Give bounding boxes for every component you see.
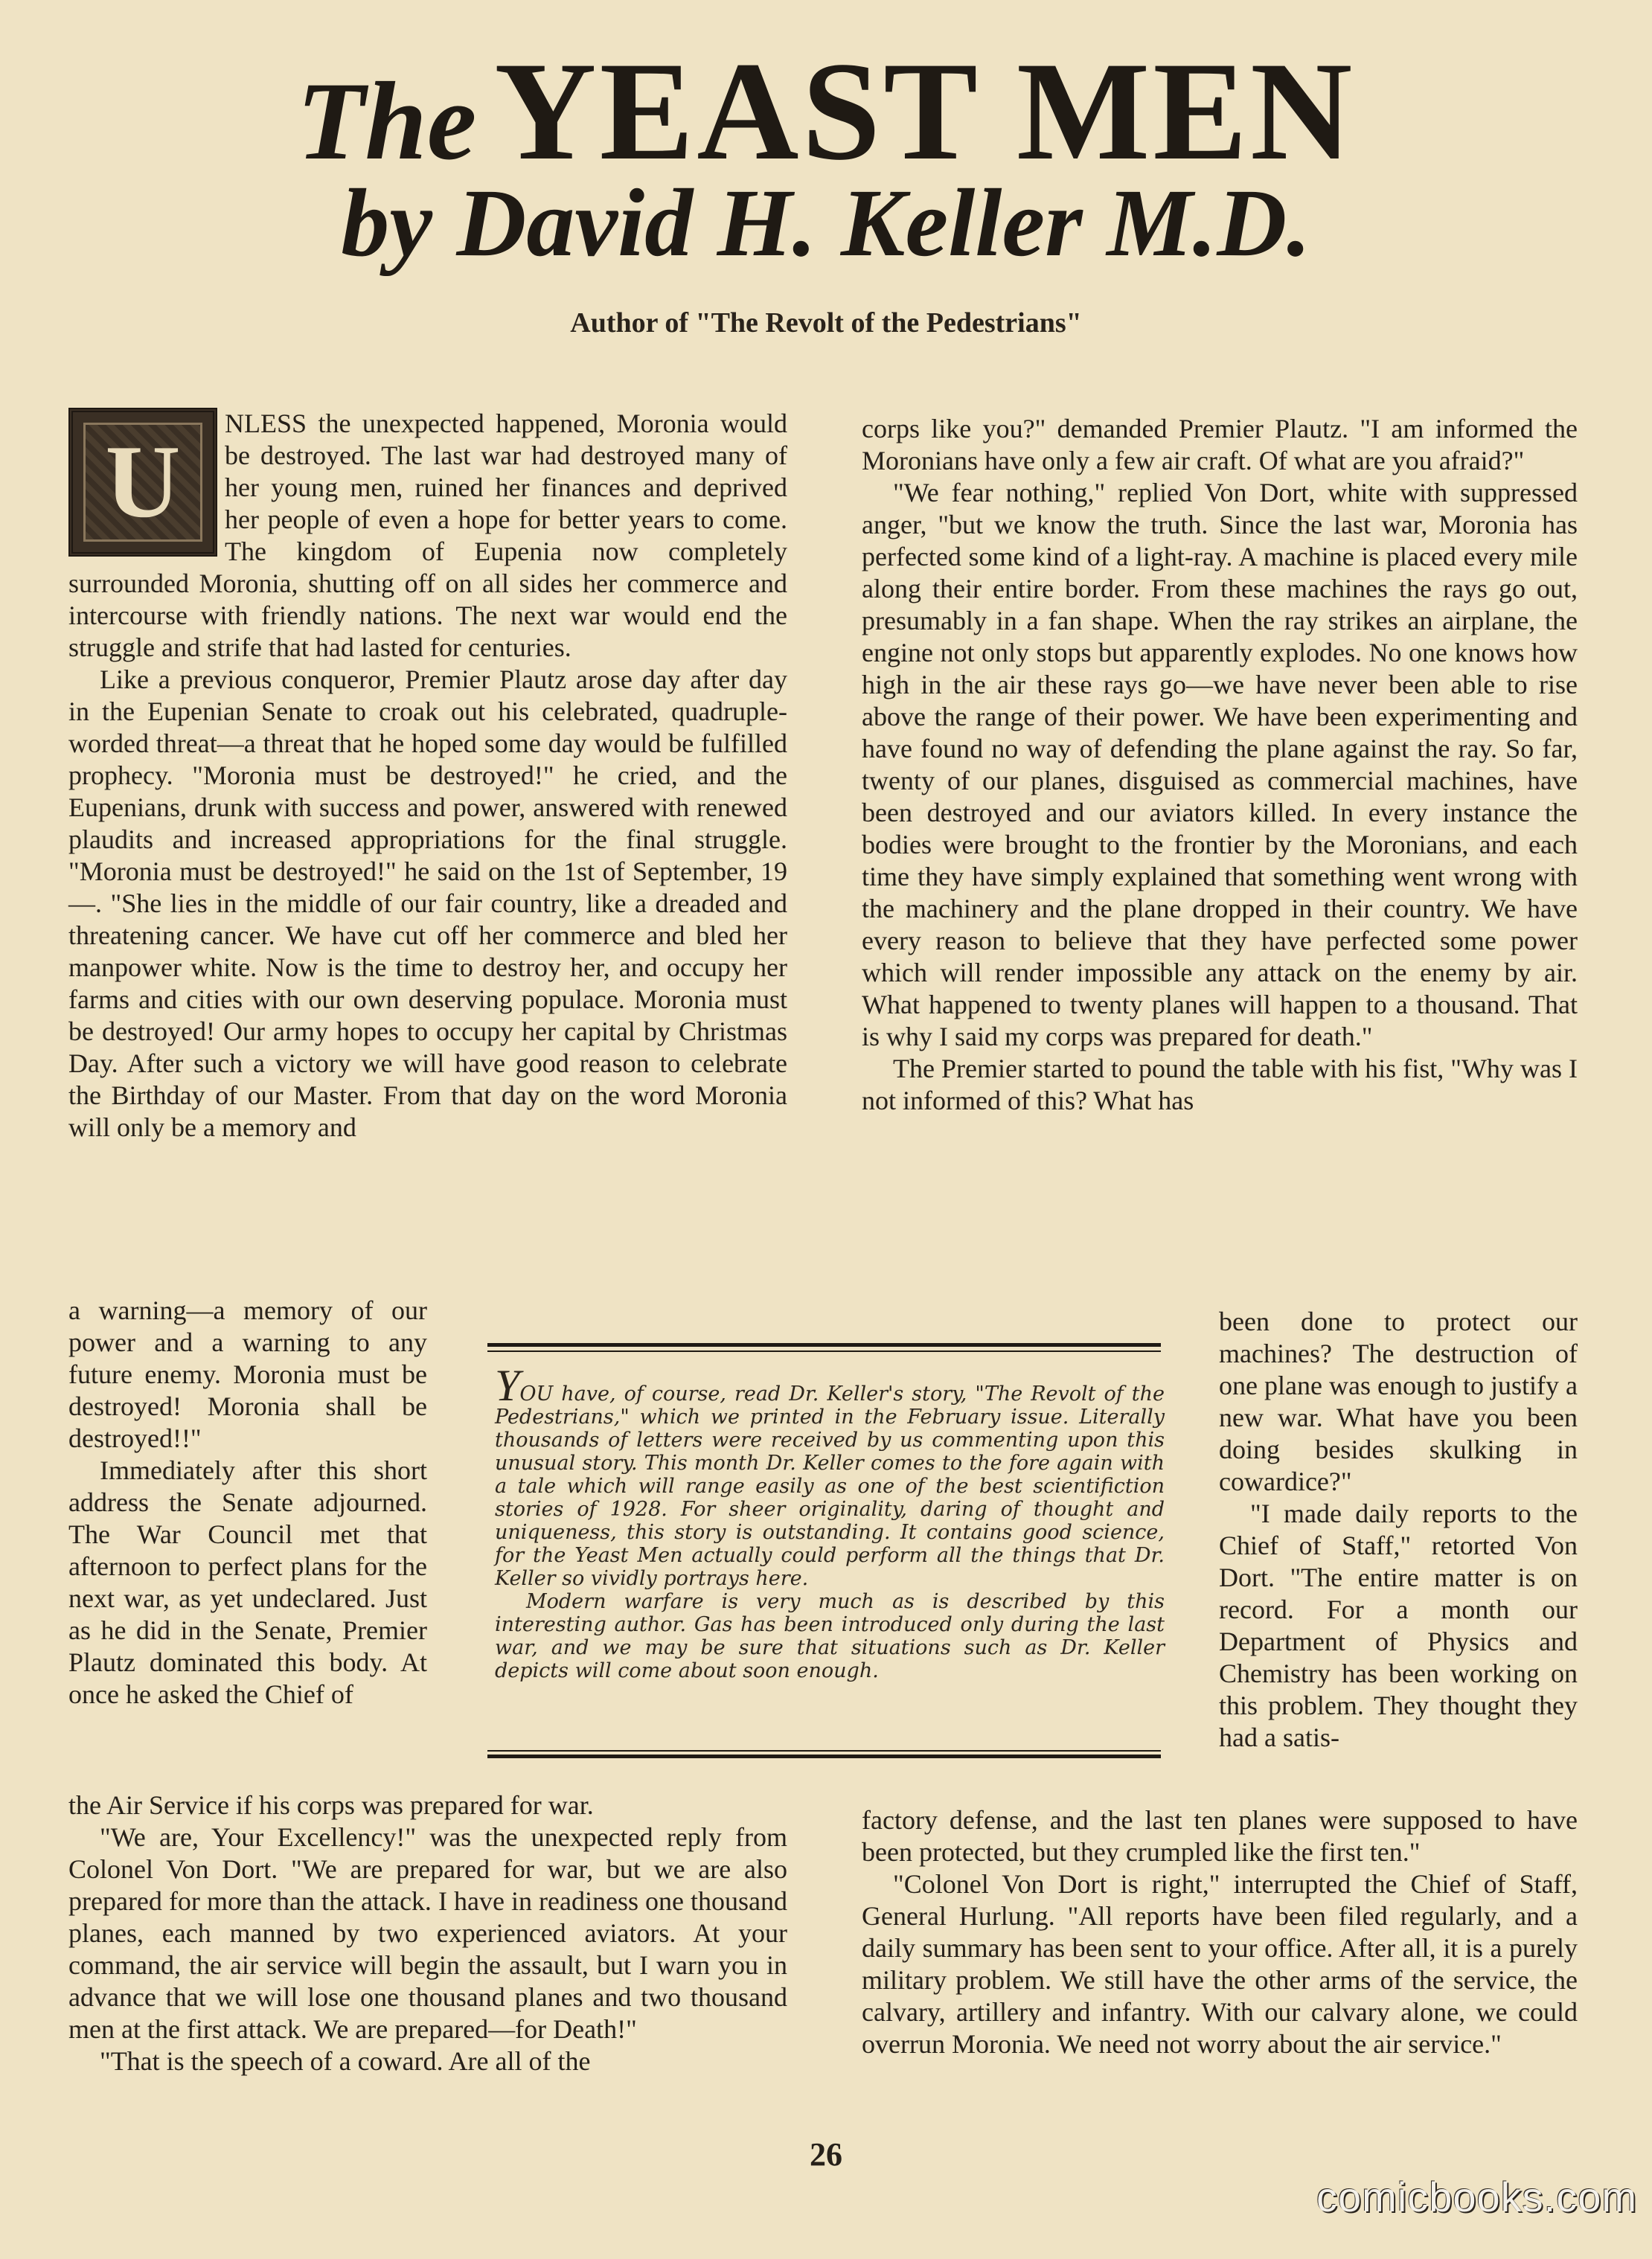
- paragraph: a warning—a memory of our power and a warning to any future enemy. Moronia must be destroyed! Moronia shall be destroyed!!": [68, 1295, 427, 1453]
- drop-cap-letter: U: [105, 424, 181, 539]
- byline: by David H. Keller M.D.: [341, 170, 1311, 277]
- subtitle: Author of "The Revolt of the Pedestrians": [570, 307, 1082, 339]
- left-column-block-1: [68, 408, 787, 1144]
- title-text: YEAST MEN: [494, 33, 1356, 190]
- left-column-block-2: [68, 1295, 427, 1711]
- page-number: 26: [810, 2136, 842, 2173]
- left-column-block-3: [68, 1789, 787, 2077]
- editor-note-top-rule-thin: [487, 1350, 1161, 1352]
- paragraph: "Colonel Von Dort is right," interrupted the Chief of Staff, General Hurlung. "All reports have been filed regularly, and a daily summary has been sent to your office. After all, it is a purely military problem. We still have the other arms of the service, the calvary, artillery and infantry. With our calvary alone, we could overrun Moronia. We need not worry about the air service.": [862, 1869, 1578, 2059]
- right-column-block-1: [862, 413, 1578, 1117]
- editor-note-initial: Y: [495, 1361, 520, 1410]
- title-prefix: The: [296, 60, 477, 183]
- paragraph: the Air Service if his corps was prepared for war.: [68, 1790, 594, 1820]
- editor-note: [495, 1361, 1165, 1682]
- paragraph: Like a previous conqueror, Premier Plautz arose day after day in the Eupenian Senate to croak out his celebrated, quadruple-worded threat—a threat that he hoped some day would be fulfilled prophecy. "Moronia must be destroyed!" he cried, and the Eupenians, drunk with success and power, answered with renewed plaudits and increased appropriations for the final struggle. "Moronia must be destroyed!" he said on the 1st of September, 19—. "She lies in the middle of our fair country, like a dreaded and threatening cancer. We have cut off her commerce and bled her manpower white. Now is the time to destroy her, and occupy her farms and cities with our own deserving populace. Moronia must be destroyed! Our army hopes to occupy her capital by Christmas Day. After such a victory we will have good reason to celebrate the Birthday of our Master. From that day on the word Moronia will only be a memory and: [68, 664, 787, 1142]
- editor-note-paragraph: Modern warfare is very much as is described by this interesting author. Gas has been introduced only during the last war, and we may be sure that situations such as Dr. Keller depicts will come about soon enough.: [495, 1590, 1165, 1682]
- paragraph: "We are, Your Excellency!" was the unexpected reply from Colonel Von Dort. "We are prepared for war, but we are also prepared for more than the attack. I have in readiness one thousand planes, each manned by two experienced aviators. At your command, the air service will begin the assault, but I warn you in advance that we will lose one thousand planes and two thousand men at the first attack. We are prepared—for Death!": [68, 1822, 787, 2044]
- paragraph: "I made daily reports to the Chief of Staff," retorted Von Dort. "The entire matter is on record. For a month our Department of Physics and Chemistry has been working on this problem. They thought they had a satis-: [1219, 1499, 1578, 1752]
- paragraph: "That is the speech of a coward. Are all of the: [100, 2046, 591, 2076]
- paragraph: factory defense, and the last ten planes were supposed to have been protected, but they crumpled like the first ten.": [862, 1805, 1578, 1867]
- paragraph: corps like you?" demanded Premier Plautz. "I am informed the Moronians have only a few air craft. Of what are you afraid?": [862, 414, 1578, 475]
- paragraph: been done to protect our machines? The destruction of one plane was enough to justify a new war. What have you been doing besides skulking in cowardice?": [1219, 1307, 1578, 1496]
- editor-note-top-rule: [487, 1343, 1161, 1347]
- paragraph: "We fear nothing," replied Von Dort, white with suppressed anger, "but we know the truth. Since the last war, Moronia has perfected some kind of a light-ray. A machine is placed every mile along their entire border. From these machines the rays go out, presumably in a fan shape. When the ray strikes an airplane, the engine not only stops but apparently explodes. No one knows how high in the air these rays go—we have never been able to rise above the range of their power. We have been experimenting and have found no way of defending the plane against the ray. So far, twenty of our planes, disguised as commercial machines, have been destroyed and our aviators killed. In every instance the bodies were brought to the frontier by the Moronians, and each time they have simply explained that something went wrong with the machinery and the plane dropped in their country. We have every reason to believe that they have perfected some power which will render impossible any attack on the enemy by air. What happened to twenty planes will happen to a thousand. That is why I said my corps was prepared for death.": [862, 478, 1578, 1051]
- editor-note-bottom-rule: [487, 1755, 1161, 1758]
- right-column-block-3: [862, 1804, 1578, 2060]
- paragraph: NLESS the unexpected happened, Moronia would be destroyed. The last war had destroyed many of her young men, ruined her finances and deprived her people of even a hope for better years to come. The kingdom of Eupenia now completely surrounded Moronia, shutting off on all sides her commerce and intercourse with friendly nations. The next war would end the struggle and strife that had lasted for centuries.: [68, 408, 787, 662]
- editor-note-bottom-rule-thin: [487, 1750, 1161, 1752]
- watermark: comicbooks.com: [1316, 2173, 1637, 2220]
- right-column-block-2: [1219, 1306, 1578, 1754]
- editor-note-paragraph: [495, 1361, 1165, 1590]
- drop-cap-spacer: [68, 408, 225, 560]
- paragraph: Immediately after this short address the Senate adjourned. The War Council met that afternoon to perfect plans for the next war, as yet undeclared. Just as he did in the Senate, Premier Plautz dominated this body. At once he asked the Chief of: [68, 1455, 427, 1709]
- paragraph: The Premier started to pound the table with his fist, "Why was I not informed of this? What has: [862, 1054, 1578, 1115]
- editor-note-text: OU have, of course, read Dr. Keller's story, "The Revolt of the Pedestrians," which we printed in the February issue. Literally thousands of letters were received by us commenting upon this unusual story. This month Dr. Keller comes to the fore again with a tale which will range easily as one of the best scientifiction stories of 1928. For sheer originality, daring of thought and uniqueness, this story is outstanding. It contains good science, for the Yeast Men actually could perform all the things that Dr. Keller so vividly portrays here.: [495, 1382, 1165, 1590]
